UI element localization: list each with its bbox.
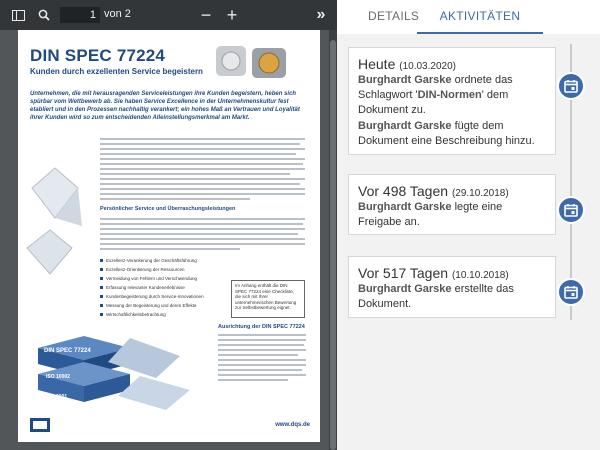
- certification-seal-image: [208, 42, 296, 84]
- activity-entry: Burghardt Garske erstellte das Dokument.: [358, 283, 514, 310]
- activity-heading: Vor 498 Tagen: [358, 183, 449, 199]
- pdf-bullet: Exzellenz-Verankerung der Geschäftsführung: [100, 258, 230, 263]
- pdf-bullet: Exzellenz-Orientierung der Ressourcen: [100, 267, 230, 272]
- zoom-in-icon[interactable]: +: [226, 4, 238, 25]
- activity-card: [348, 47, 556, 155]
- pdf-subtitle: Kunden durch exzellenten Service begeistern: [30, 67, 203, 76]
- calendar-icon: [557, 196, 585, 224]
- activity-date: (10.10.2018): [451, 270, 509, 281]
- activity-card: [348, 174, 556, 235]
- tab-activities[interactable]: AKTIVITÄTEN: [439, 9, 521, 23]
- pdf-bullet: Messung der Begeisterung und deren Effekte: [100, 303, 230, 308]
- pdf-toolbar: [0, 0, 337, 30]
- pdf-title: DIN SPEC 77224: [30, 46, 166, 65]
- page-number-input[interactable]: [60, 7, 100, 23]
- activity-entry: Burghardt Garske ordnete das Schlagwort 'DIN-Normen' dem Dokument zu.: [358, 74, 513, 116]
- activity-heading: Vor 517 Tagen: [358, 265, 449, 281]
- page-count: von 2: [104, 8, 131, 20]
- active-tab-indicator: [417, 32, 543, 34]
- activity-user[interactable]: Burghardt Garske: [358, 120, 452, 132]
- activity-entry: Burghardt Garske fügte dem Dokument eine Beschreibung hinzu.: [358, 120, 535, 147]
- activity-date: (29.10.2018): [451, 188, 509, 199]
- pdf-heading-pyramid: Ausrichtung der DIN SPEC 77224: [218, 324, 305, 330]
- panel-tabs: [337, 0, 600, 34]
- pyramid-label: DIN SPEC 77224: [44, 348, 91, 354]
- pdf-intro-text: Unternehmen, die mit herausragenden Serviceleistungen ihre Kunden begeistern, heben sich spürbar vom Wettbewerb ab. Sie haben Service Excellence in der Unternehmenskultur fest etabliert und in den Prozessen nachhaltig verankert; ein hohes Maß an Vertrauen und Loyalität ihrer Kunden wird so zum entscheidenden Alleinstellungsmerkmal am Markt.: [30, 91, 300, 121]
- activity-tag[interactable]: DIN-Normen: [417, 89, 482, 101]
- activity-date: (10.03.2020): [399, 61, 456, 72]
- diamond-image: [22, 148, 88, 288]
- activity-entry: Burghardt Garske legte eine Freigabe an.: [358, 201, 503, 228]
- search-icon[interactable]: [34, 0, 54, 30]
- activity-panel: [337, 0, 600, 450]
- pdf-footer-url: www.dqs.de: [275, 422, 310, 428]
- pyramid-label: ISO 9001: [46, 394, 68, 400]
- tab-details[interactable]: DETAILS: [368, 9, 420, 23]
- chevron-double-right-icon[interactable]: »: [316, 6, 326, 23]
- pdf-note-box: Im Anhang enthält die DIN SPEC 77224 eine Checkliste, die sich mit Ihrer unternehmerischen Bewertung zur Selbstbewertung eignet.: [231, 280, 305, 318]
- dqs-logo-icon: [30, 418, 50, 432]
- activity-user[interactable]: Burghardt Garske: [358, 283, 452, 295]
- pdf-heading-service: Persönlicher Service und Überraschungsleistungen: [100, 206, 236, 212]
- pdf-page: [18, 30, 320, 442]
- activity-user[interactable]: Burghardt Garske: [358, 201, 452, 213]
- scrollbar-thumb[interactable]: [330, 40, 336, 450]
- pyramid-label: ISO 10002: [46, 374, 70, 380]
- viewer-scrollbar[interactable]: [329, 30, 337, 450]
- activity-user[interactable]: Burghardt Garske: [358, 74, 452, 86]
- pdf-bullet: Vermeidung von Fehlern und Verschwendung: [100, 276, 230, 281]
- pyramid-diagram-image: [30, 318, 210, 418]
- calendar-icon: [557, 72, 585, 100]
- calendar-icon: [557, 278, 585, 306]
- sidebar-toggle-icon[interactable]: [8, 0, 28, 30]
- pdf-bullet: Erfassung relevanter Kundenerlebnisse: [100, 285, 230, 290]
- activity-card: [348, 256, 556, 318]
- pdf-bullet: Wirtschaftlichkeitsbetrachtung: [100, 312, 230, 317]
- activity-heading: Heute: [358, 56, 396, 72]
- pdf-bullet: Kundenbegeisterung durch Service-Innovationen: [100, 294, 230, 299]
- zoom-out-icon[interactable]: −: [200, 4, 212, 25]
